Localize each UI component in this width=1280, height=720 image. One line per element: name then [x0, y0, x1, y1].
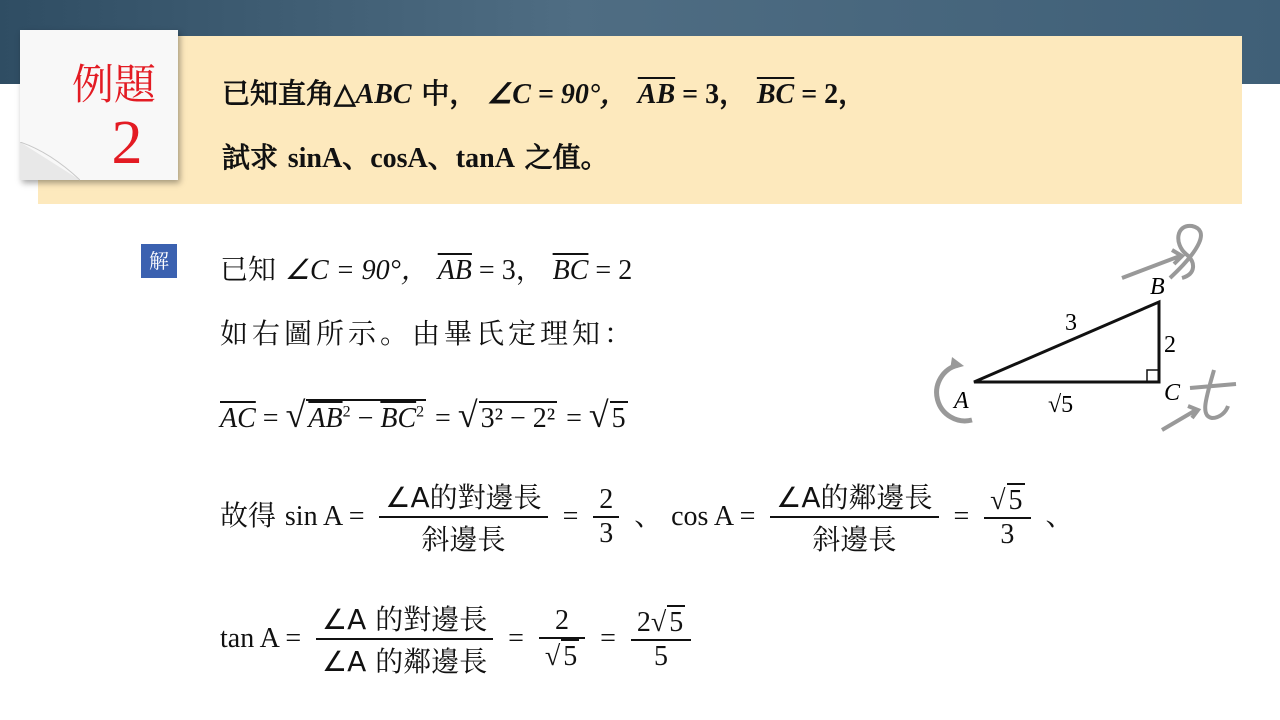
tan-label: tan A = [220, 623, 302, 654]
fraction-numerator: ∠A的對邊長 [379, 476, 547, 518]
sin-value-fraction [593, 484, 619, 550]
radicand-ab: AB [308, 403, 343, 434]
given-bc: $\overline{BC}$ [552, 255, 589, 286]
given-ab: $\overline{AB}$ [437, 255, 472, 286]
equals: = [435, 403, 458, 434]
sqrt-radicand: 5 [563, 641, 578, 672]
tan-value-fraction [539, 605, 585, 673]
fraction-numerator: ∠A的鄰邊長 [770, 476, 938, 518]
sqrt-radicand-3: 5 [611, 403, 626, 434]
given-text: 已知 [220, 253, 277, 286]
pythagoras-text: 如右圖所示。由畢氏定理知： [220, 317, 637, 350]
separator: 、 [1045, 499, 1074, 532]
cos-definition-fraction [770, 476, 938, 558]
fraction-denominator: 斜邊長 [421, 523, 506, 556]
problem-text: 之值。 [514, 141, 609, 174]
fraction-denominator: 斜邊長 [812, 523, 897, 556]
sqrt-sign: √ [588, 395, 609, 435]
cos-label: cos A = [671, 501, 756, 532]
fraction-numerator: √ 5 [984, 483, 1030, 519]
sqrt-radicand: 5 [669, 607, 684, 638]
radicand-bc: $\overline{BC}$ [380, 403, 417, 434]
segment-bc: $\overline{BC}$ [756, 79, 795, 110]
segment-ab: $\overline{AB}$ [637, 79, 676, 110]
fraction-numerator: 2 [593, 484, 619, 518]
separator: 、 [342, 141, 371, 174]
triangle-symbol: △ [334, 79, 356, 110]
problem-text: 中， [411, 77, 478, 110]
sin-cos-line [220, 476, 1073, 558]
tan-line [220, 598, 697, 680]
fraction-denominator: 3 [1000, 519, 1015, 550]
coefficient: 2 [636, 607, 651, 638]
fraction-numerator: ∠A 的對邊長 [316, 598, 493, 640]
sqrt-radicand: 5 [1008, 485, 1023, 516]
sqrt-radicand-2: 3² − 2² [480, 403, 556, 434]
tan-definition-fraction [316, 598, 493, 680]
equals: = [566, 403, 589, 434]
separator: 、 [634, 499, 663, 532]
problem-text: 試求 [222, 141, 288, 174]
given-ab-value: = 3， [471, 255, 544, 286]
sin-term: sinA [287, 143, 343, 174]
triangle-figure [900, 220, 1240, 440]
fraction-numerator: 2 [539, 605, 585, 639]
given-bc-value: = 2 [588, 255, 633, 286]
arrow-icon [1162, 406, 1198, 430]
right-angle-mark [1147, 370, 1159, 382]
sqrt-sign: √ [285, 395, 306, 435]
fraction-denominator: ∠A 的鄰邊長 [322, 645, 488, 678]
solution-badge: 解 [141, 244, 177, 278]
tan-term: tanA [455, 143, 515, 174]
problem-line-2 [222, 136, 609, 176]
angle-condition: ∠C = 90°， [487, 79, 629, 110]
triangle-name: ABC [355, 79, 412, 110]
rotate-arrow-head-icon [950, 357, 964, 370]
given-angle: ∠C = 90°， [284, 255, 429, 286]
tan-result-fraction [631, 605, 691, 673]
example-tag-number: 2 [111, 109, 143, 177]
equals: = [255, 403, 286, 434]
sin-label: sin A = [284, 501, 365, 532]
vertex-a-label: A [954, 388, 969, 414]
sqrt-sign: √ [457, 395, 478, 435]
fraction-denominator: √ 5 [544, 641, 578, 672]
segment-ab-value: = 3， [675, 79, 748, 110]
side-ab-label: 3 [1065, 310, 1077, 336]
example-tag-title: 例題 [71, 60, 156, 109]
equals: = [508, 623, 524, 654]
fraction-denominator: 5 [654, 641, 668, 672]
segment-bc-value: = 2， [794, 79, 867, 110]
side-ac-label: √5 [1048, 392, 1074, 418]
problem-line-1 [222, 72, 866, 112]
cos-term: cosA [370, 143, 428, 174]
minus: − [350, 403, 381, 434]
ac-lhs: $\overline{AC}$ [220, 403, 256, 434]
ac-equation [220, 394, 628, 436]
given-line [220, 248, 632, 288]
separator: 、 [427, 141, 456, 174]
sin-definition-fraction [379, 476, 547, 558]
vertex-b-label: B [1150, 274, 1165, 300]
conclusion-text: 故得 [220, 499, 285, 532]
side-bc-label: 2 [1164, 332, 1176, 358]
vertex-c-label: C [1164, 380, 1181, 406]
fraction-denominator: 3 [599, 518, 614, 549]
fraction-numerator: 2√ 5 [631, 605, 691, 641]
problem-text: 已知直角 [222, 77, 335, 110]
equals: = [953, 501, 970, 532]
cos-value-fraction [984, 483, 1030, 551]
equals: = [562, 501, 579, 532]
equals: = [600, 623, 616, 654]
sqrt-radicand-1: $AB^2 - \overline{BC}^2$ [306, 399, 426, 435]
